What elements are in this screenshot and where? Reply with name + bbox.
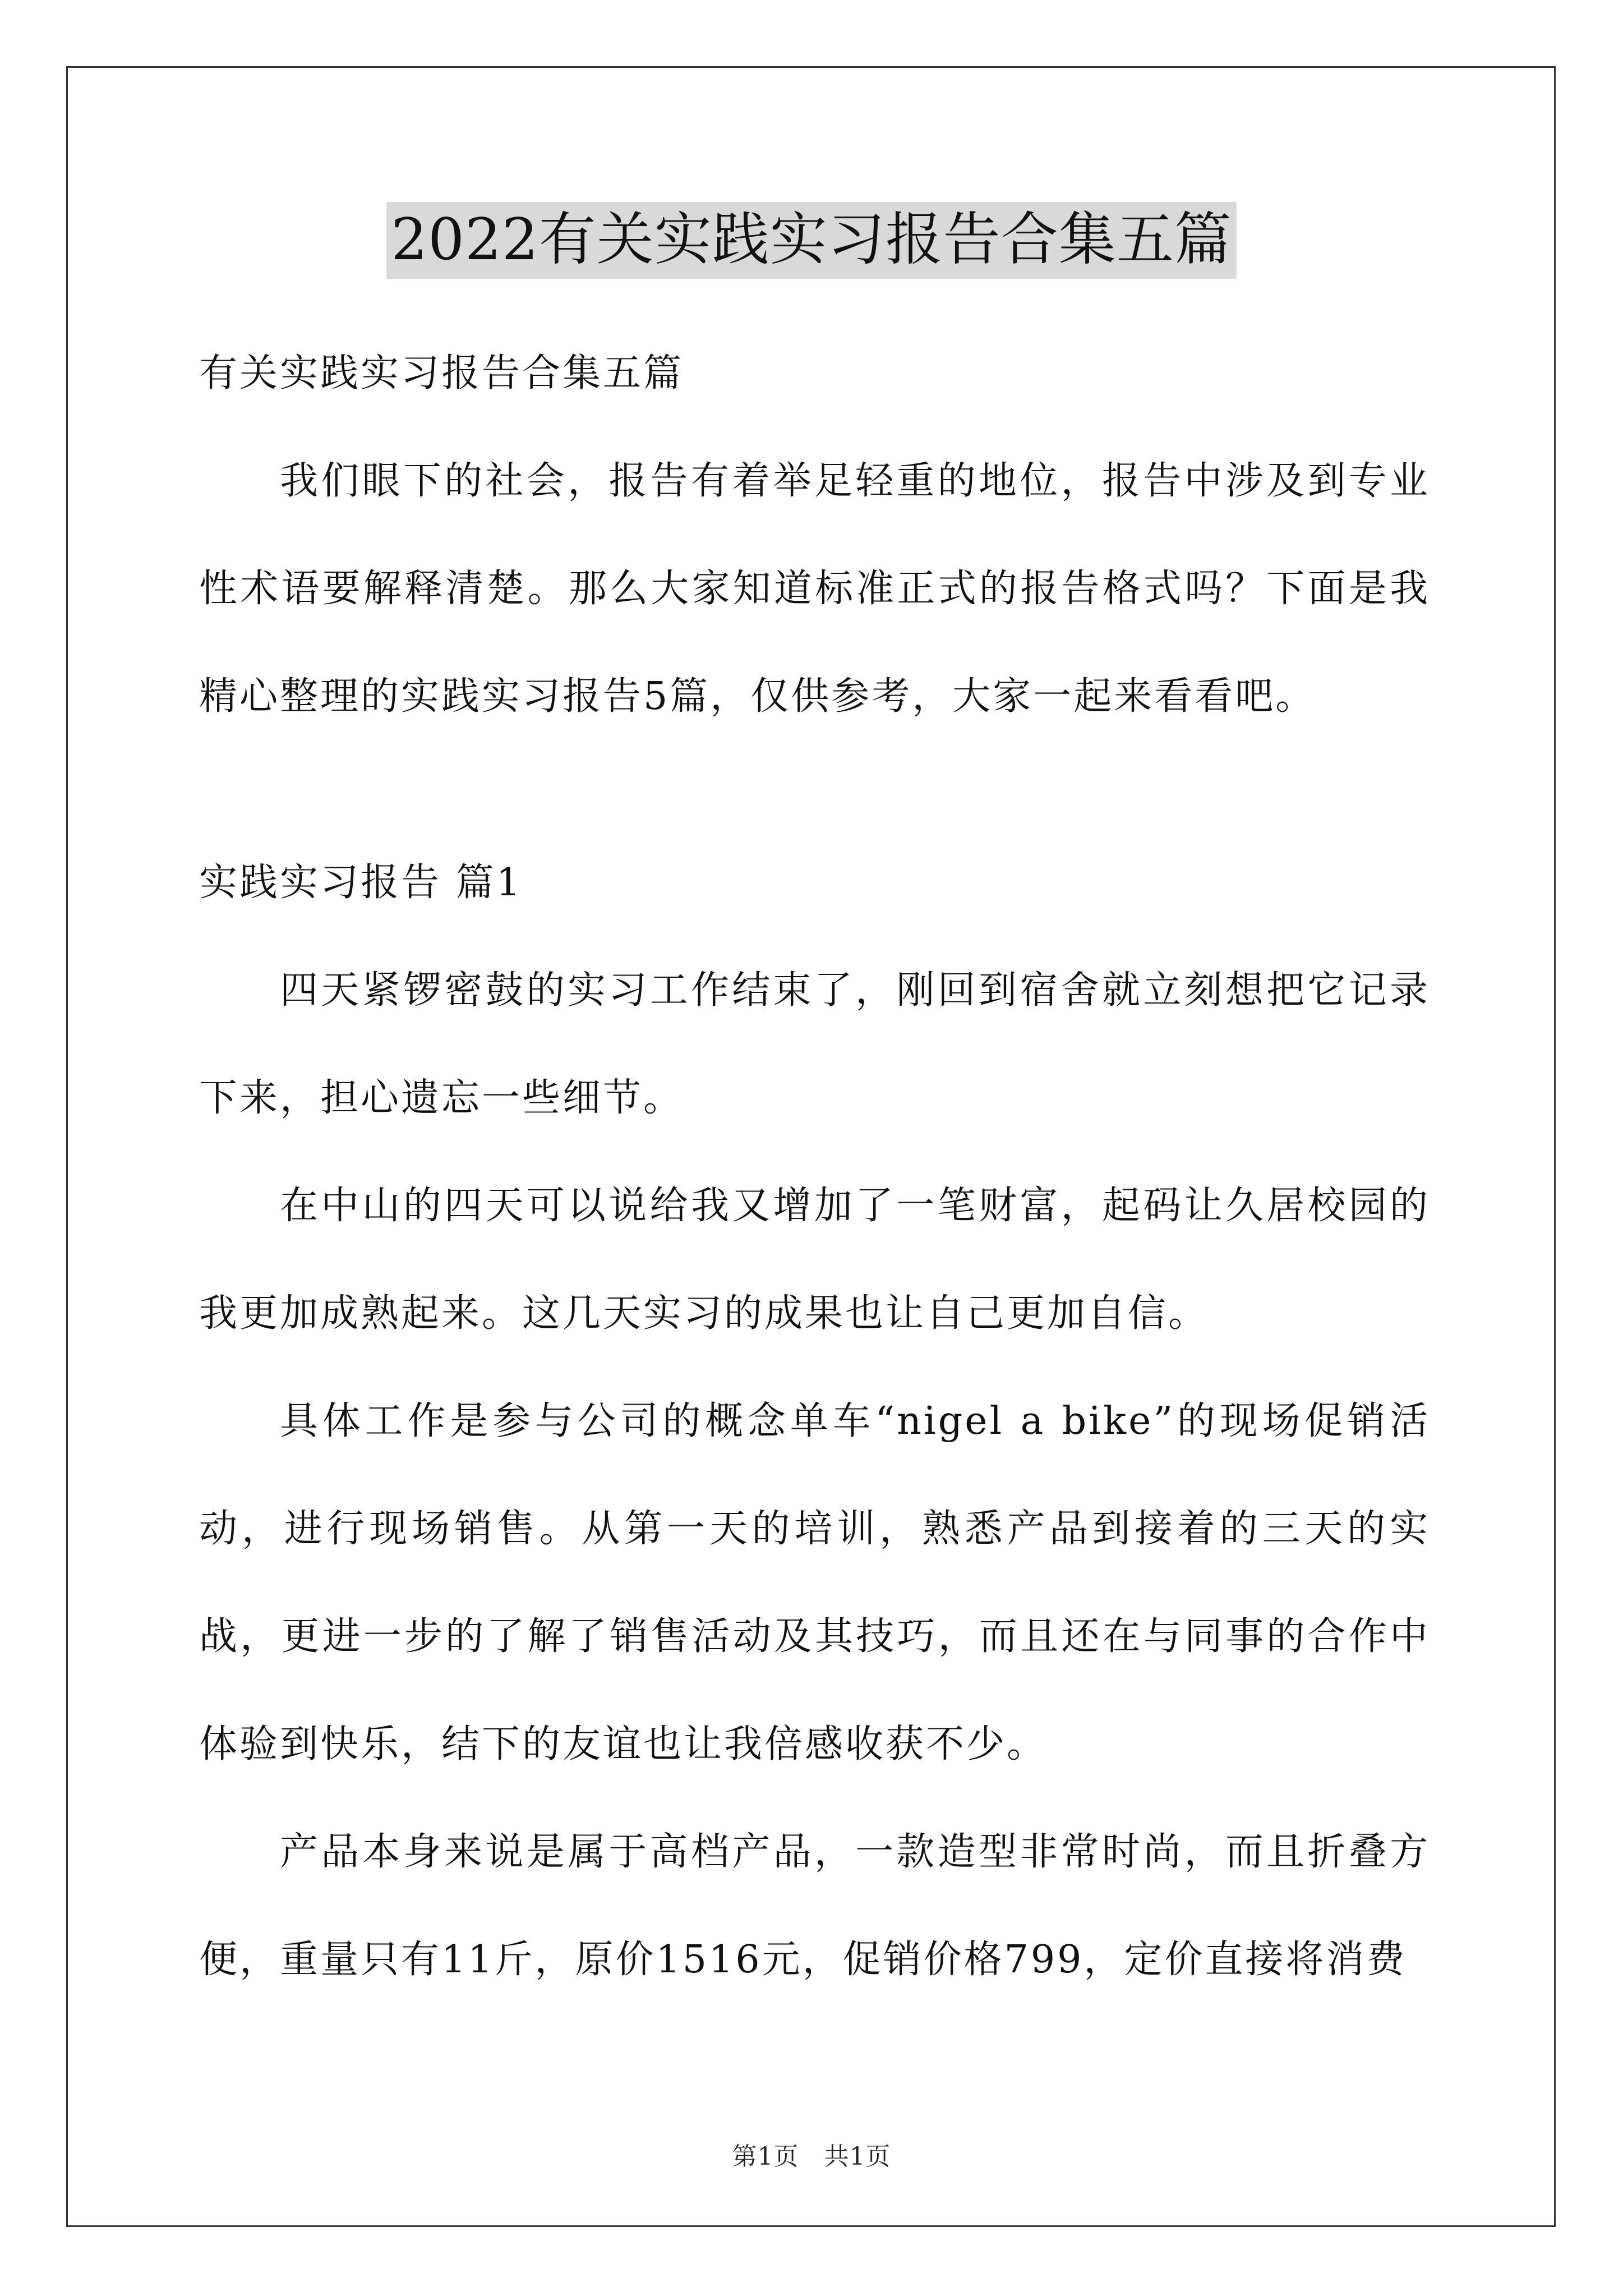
document-body [199, 320, 1430, 2014]
intro-paragraph: 我们眼下的社会，报告有着举足轻重的地位，报告中涉及到专业性术语要解释清楚。那么大家知道标准正式的报告格式吗？下面是我精心整理的实践实习报告5篇，仅供参考，大家一起来看看吧。 [199, 459, 1430, 719]
section-spacer [199, 751, 1430, 829]
section-heading: 实践实习报告 篇1 [199, 861, 523, 905]
document-title: 2022有关实践实习报告合集五篇 [386, 202, 1237, 279]
page-number-footer: 第1页 共1页 [732, 2142, 891, 2171]
body-paragraph: 四天紧锣密鼓的实习工作结束了，刚回到宿舍就立刻想把它记录下来，担心遗忘一些细节。 [199, 968, 1430, 1120]
body-paragraph: 具体工作是参与公司的概念单车“nigel a bike”的现场促销活动，进行现场销售。从第一天的培训，熟悉产品到接着的三天的实战，更进一步的了解了销售活动及其技巧，而且还在与同事的合作中体验到快乐，结下的友谊也让我倍感收获不少。 [199, 1399, 1430, 1766]
body-paragraph: 产品本身来说是属于高档产品，一款造型非常时尚，而且折叠方便，重量只有11斤，原价1516元，促销价格799，定价直接将消费 [199, 1830, 1430, 1982]
title-container [0, 202, 1623, 279]
body-paragraph: 在中山的四天可以说给我又增加了一笔财富，起码让久居校园的我更加成熟起来。这几天实习的成果也让自己更加自信。 [199, 1184, 1430, 1336]
document-subtitle: 有关实践实习报告合集五篇 [199, 351, 684, 395]
